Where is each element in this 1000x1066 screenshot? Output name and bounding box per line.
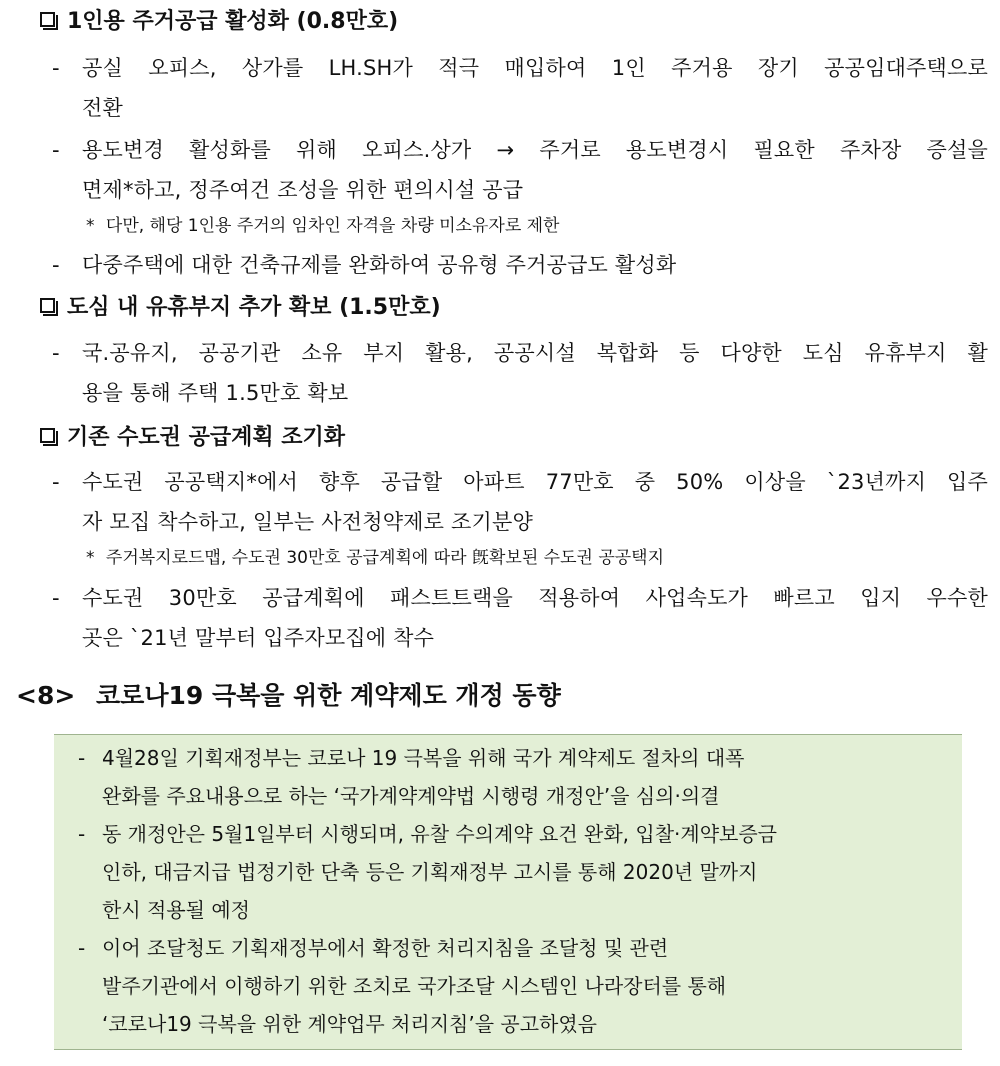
bullet-line: 전환 — [82, 96, 123, 120]
bullet-item — [52, 130, 988, 210]
dash-marker: - — [78, 936, 86, 960]
chapter-number: <8> — [16, 681, 76, 710]
footnote-star: * — [86, 548, 95, 568]
box-line: ‘코로나19 극복을 위한 계약업무 처리지침’을 공고하였음 — [102, 1012, 597, 1036]
bullet-item — [52, 578, 988, 658]
box-line: 인하, 대금지급 법정기한 단축 등은 기획재정부 고시를 통해 2020년 말까지 — [102, 860, 758, 884]
dash-marker: - — [52, 341, 60, 365]
bullet-line: 자 모집 착수하고, 일부는 사전청약제로 조기분양 — [82, 510, 533, 534]
box-line: 한시 적용될 예정 — [102, 898, 250, 922]
section-heading-text: 기존 수도권 공급계획 조기화 — [67, 425, 346, 450]
section-heading-3 — [40, 420, 345, 451]
section-heading-text: 1인용 주거공급 활성화 (0.8만호) — [67, 9, 399, 34]
bullet-item — [52, 245, 988, 285]
bullet-line: 다중주택에 대한 건축규제를 완화하여 공유형 주거공급도 활성화 — [82, 253, 677, 277]
box-line: 4월28일 기획재정부는 코로나 19 극복을 위해 국가 계약제도 절차의 대폭 — [102, 746, 745, 770]
bullet-line: 공실 오피스, 상가를 LH.SH가 적극 매입하여 1인 주거용 장기 공공임대주택으로 — [82, 56, 988, 80]
bullet-line: 수도권 공공택지*에서 향후 공급할 아파트 77만호 중 50% 이상을 `23년까지 입주 — [82, 470, 988, 494]
box-item — [78, 929, 948, 1043]
box-line: 발주기관에서 이행하기 위한 조치로 국가조달 시스템인 나라장터를 통해 — [102, 974, 727, 998]
dash-marker: - — [52, 253, 60, 277]
bullet-line: 용을 통해 주택 1.5만호 확보 — [82, 381, 349, 405]
chapter-title: 코로나19 극복을 위한 계약제도 개정 동향 — [96, 681, 561, 710]
bullet-line: 면제*하고, 정주여건 조성을 위한 편의시설 공급 — [82, 178, 524, 202]
checkbox-icon — [40, 298, 55, 313]
box-line: 완화를 주요내용으로 하는 ‘국가계약계약법 시행령 개정안’을 심의·의결 — [102, 784, 720, 808]
footnote — [86, 543, 664, 568]
dash-marker: - — [52, 586, 60, 610]
section-heading-text: 도심 내 유휴부지 추가 확보 (1.5만호) — [67, 295, 441, 320]
bullet-line: 곳은 `21년 말부터 입주자모집에 착수 — [82, 626, 435, 650]
summary-box — [54, 734, 962, 1050]
chapter-heading — [16, 676, 561, 712]
footnote — [86, 211, 559, 236]
checkbox-icon — [40, 12, 55, 27]
footnote-star: * — [86, 216, 95, 236]
box-line: 이어 조달청도 기획재정부에서 확정한 처리지침을 조달청 및 관련 — [102, 936, 669, 960]
bullet-item — [52, 333, 988, 413]
dash-marker: - — [78, 746, 86, 770]
box-line: 동 개정안은 5월1일부터 시행되며, 유찰 수의계약 요건 완화, 입찰·계약보증금 — [102, 822, 777, 846]
bullet-line: 용도변경 활성화를 위해 오피스.상가 → 주거로 용도변경시 필요한 주차장 증설을 — [82, 138, 988, 162]
dash-marker: - — [78, 822, 86, 846]
bullet-line: 국.공유지, 공공기관 소유 부지 활용, 공공시설 복합화 등 다양한 도심 유휴부지 활 — [82, 341, 988, 365]
footnote-text: 주거복지로드맵, 수도권 30만호 공급계획에 따라 旣확보된 수도권 공공택지 — [105, 548, 665, 568]
box-item — [78, 739, 948, 815]
section-heading-1 — [40, 4, 398, 35]
bullet-line: 수도권 30만호 공급계획에 패스트트랙을 적용하여 사업속도가 빠르고 입지 우수한 — [82, 586, 988, 610]
box-item — [78, 815, 948, 929]
footnote-text: 다만, 해당 1인용 주거의 임차인 자격을 차량 미소유자로 제한 — [105, 216, 560, 236]
checkbox-icon — [40, 428, 55, 443]
bullet-item — [52, 462, 988, 542]
dash-marker: - — [52, 138, 60, 162]
section-heading-2 — [40, 290, 441, 321]
dash-marker: - — [52, 56, 60, 80]
bullet-item — [52, 48, 988, 128]
dash-marker: - — [52, 470, 60, 494]
